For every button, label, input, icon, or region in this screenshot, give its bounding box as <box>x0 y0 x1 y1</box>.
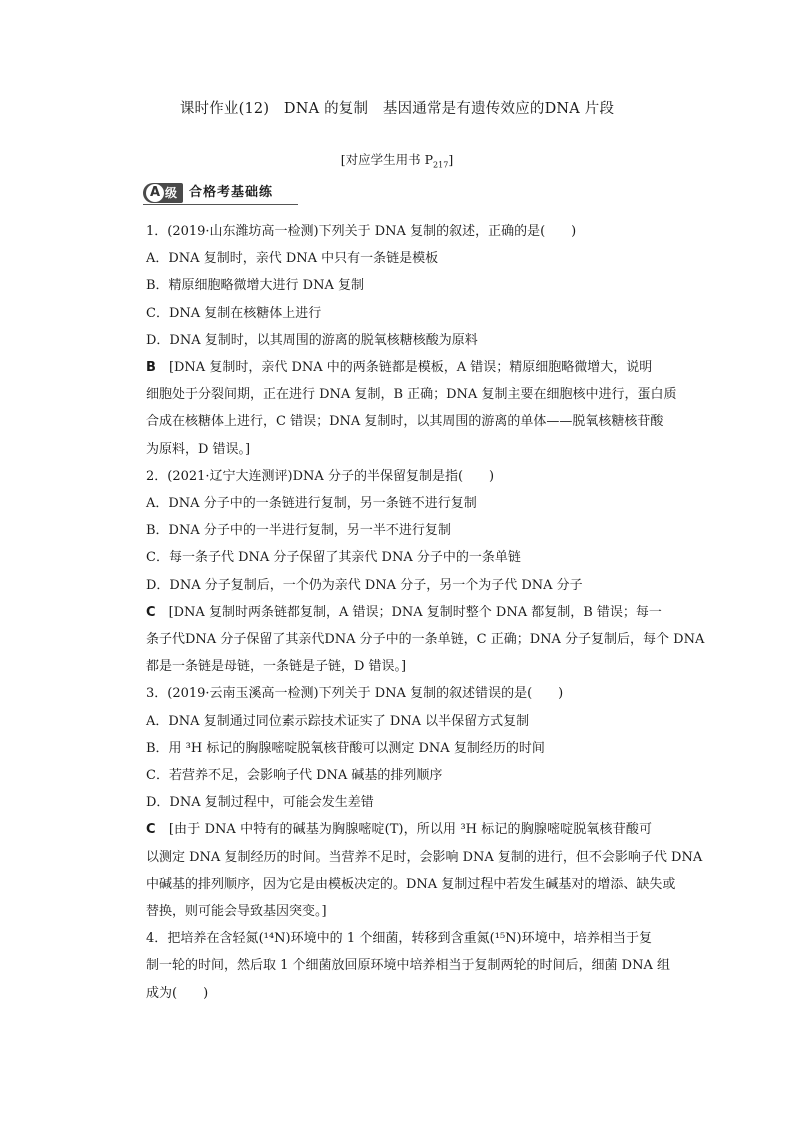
question-2-explanation-line <box>146 599 662 626</box>
question-1-option-b: B．精原细胞略微增大进行 DNA 复制 <box>146 278 365 294</box>
question-1-explanation-line: 合成在核糖体上进行，C 错误；DNA 复制时，以其周围的游离的单体——脱氧核糖核苷酸 <box>146 414 664 430</box>
question-2-option-a: A．DNA 分子中的一条链进行复制，另一条链不进行复制 <box>146 496 477 512</box>
question-2-explanation-line: 都是一条链是母链，一条链是子链，D 错误。] <box>146 659 407 675</box>
question-1-answer: B <box>146 360 156 376</box>
question-1-stem: 1．(2019·山东潍坊高一检测)下列关于 DNA 复制的叙述，正确的是( ) <box>146 224 577 239</box>
section-underline <box>143 204 298 205</box>
question-3-stem: 3．(2019·云南玉溪高一检测)下列关于 DNA 复制的叙述错误的是( ) <box>146 686 564 702</box>
question-2-option-d: D．DNA 分子复制后，一个仍为亲代 DNA 分子，另一个为子代 DNA 分子 <box>146 577 583 593</box>
reference-suffix: ] <box>448 152 454 167</box>
question-3-explanation-line: 以测定 DNA 复制经历的时间。当营养不足时，会影响 DNA 复制的进行，但不会影响子代 DNA <box>146 849 703 865</box>
section-label: 合格考基础练 <box>189 185 274 200</box>
question-2-explanation-text: [DNA 复制时两条链都复制，A 错误；DNA 复制时整个 DNA 都复制，B 错误；每一 <box>168 604 662 620</box>
question-1-explanation-line: 为原料，D 错误。] <box>146 441 251 457</box>
question-2-option-b: B．DNA 分子中的一半进行复制，另一半不进行复制 <box>146 523 451 539</box>
question-3-explanation-line: 中碱基的排列顺序，因为它是由模板决定的。DNA 复制过程中若发生碱基对的增添、缺失或 <box>146 876 676 892</box>
question-3-explanation-text: [由于 DNA 中特有的碱基为胸腺嘧啶(T)，所以用 ³H 标记的胸腺嘧啶脱氧核苷酸可 <box>168 822 652 838</box>
question-3-option-b: B．用 ³H 标记的胸腺嘧啶脱氧核苷酸可以测定 DNA 复制经历的时间 <box>146 740 545 756</box>
question-2-stem: 2．(2021·辽宁大连测评)DNA 分子的半保留复制是指( ) <box>146 468 495 484</box>
reference-note <box>0 150 794 170</box>
question-3-explanation-line: 替换，则可能会导致基因突变。] <box>146 904 327 920</box>
page-title: 课时作业(12) DNA 的复制 基因通常是有遗传效应的DNA 片段 <box>179 101 615 117</box>
level-badge-letter: A <box>146 184 164 202</box>
question-list <box>146 218 705 1007</box>
question-3-option-a: A．DNA 复制通过同位素示踪技术证实了 DNA 以半保留方式复制 <box>146 713 530 729</box>
question-4-stem-line: 4．把培养在含轻氮(¹⁴N)环境中的 1 个细菌，转移到含重氮(¹⁵N)环境中，培养相当于复 <box>146 931 652 947</box>
question-1-option-a: A．DNA 复制时，亲代 DNA 中只有一条链是模板 <box>146 251 439 267</box>
question-1-explanation-text: [DNA 复制时，亲代 DNA 中的两条链都是模板，A 错误；精原细胞略微增大，说明 <box>168 360 653 376</box>
question-1-option-c: C．DNA 复制在核糖体上进行 <box>146 305 322 321</box>
question-3-answer: C <box>146 822 156 838</box>
section-heading <box>143 183 303 205</box>
question-1-explanation-line <box>146 354 652 381</box>
question-3-option-c: C．若营养不足，会影响子代 DNA 碱基的排列顺序 <box>146 768 443 784</box>
question-4-stem-line: 成为( ) <box>146 985 209 1001</box>
question-4-stem-line: 制一轮的时间，然后取 1 个细菌放回原环境中培养相当于复制两轮的时间后，细菌 DNA 组 <box>146 958 670 974</box>
level-badge <box>143 183 183 203</box>
question-2-answer: C <box>146 604 156 620</box>
question-3-explanation-line <box>146 816 652 843</box>
reference-prefix: [对应学生用书 P <box>340 152 434 167</box>
reference-page: 217 <box>433 160 449 170</box>
question-1-explanation-line: 细胞处于分裂间期，正在进行 DNA 复制，B 正确；DNA 复制主要在细胞核中进行，蛋白质 <box>146 387 677 403</box>
level-badge-suffix: 级 <box>165 186 178 200</box>
question-2-explanation-line: 条子代DNA 分子保留了其亲代DNA 分子中的一条单链，C 正确；DNA 分子复制后，每个 DNA <box>146 632 705 648</box>
question-3-option-d: D．DNA 复制过程中，可能会发生差错 <box>146 795 374 811</box>
question-1-option-d: D．DNA 复制时，以其周围的游离的脱氧核糖核酸为原料 <box>146 332 478 348</box>
question-2-option-c: C．每一条子代 DNA 分子保留了其亲代 DNA 分子中的一条单链 <box>146 550 521 566</box>
